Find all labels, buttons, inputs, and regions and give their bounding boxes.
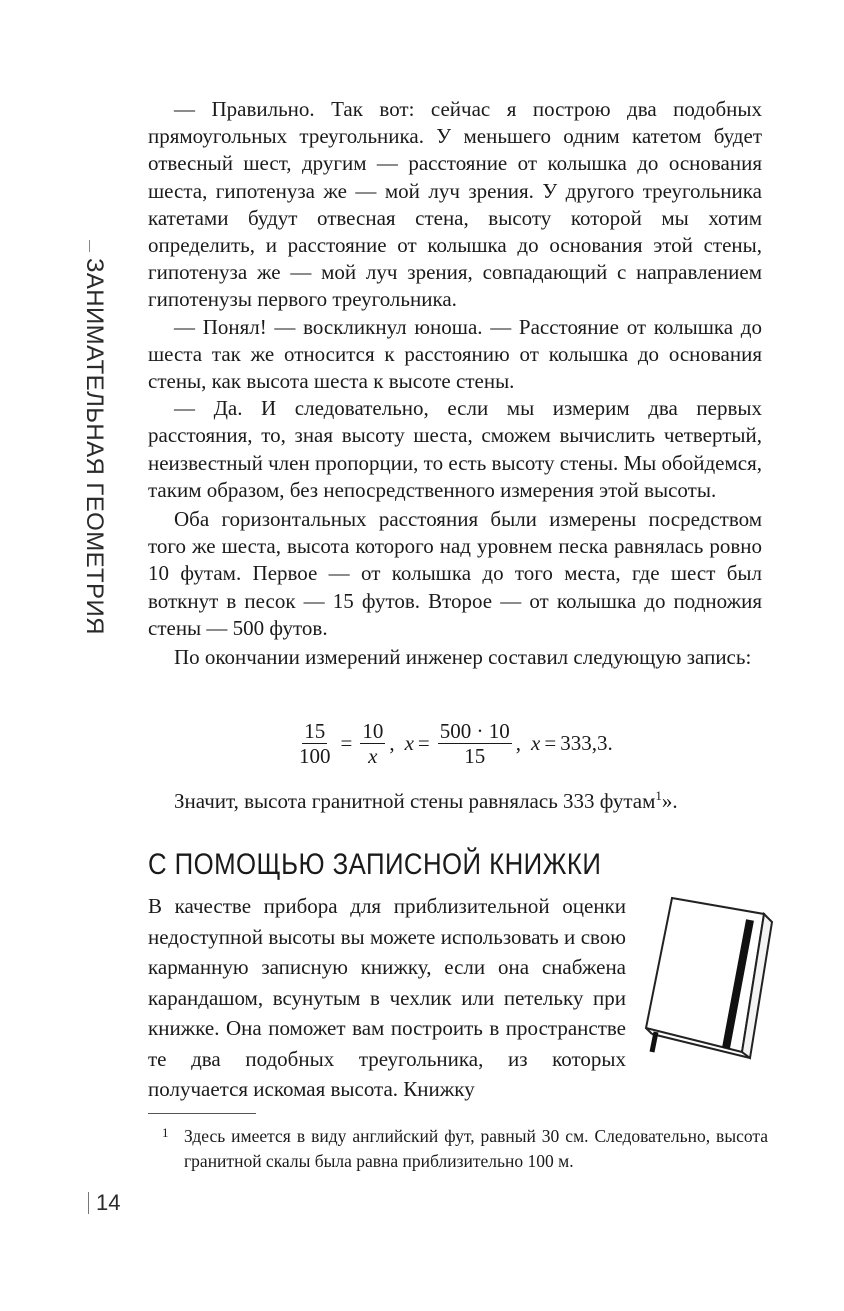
conclusion-text: Значит, высота гранитной стены равнялась 333 футам bbox=[174, 789, 656, 813]
paragraph-3: — Да. И следовательно, если мы измерим два первых расстояния, то, зная высоту шеста, сможем вычислить четвертый, неизвестный член пропорции, то есть высоту стены. Мы обойдемся, таким образом, без непосредственного измерения этой высоты. bbox=[148, 396, 762, 502]
footnote-text: Здесь имеется в виду английский фут, равный 30 см. Следовательно, высота гранитной скалы была равна приблизительно 100 м. bbox=[184, 1126, 768, 1171]
notebook-illustration bbox=[642, 892, 778, 1062]
fraction-5000-15 bbox=[438, 719, 512, 768]
proportion-formula bbox=[293, 717, 653, 769]
fraction-numerator: 15 bbox=[304, 718, 326, 743]
footnote-mark: 1 bbox=[162, 1125, 169, 1140]
formula-result: 333,3. bbox=[560, 730, 613, 755]
footnote bbox=[148, 1124, 768, 1174]
equals-sign: = bbox=[417, 730, 430, 755]
fraction-10-x bbox=[360, 719, 385, 768]
running-head bbox=[72, 258, 112, 635]
fraction-15-100 bbox=[297, 719, 333, 768]
fraction-numerator: 10 bbox=[362, 718, 384, 743]
fraction-denominator: x bbox=[368, 743, 378, 768]
conclusion-paragraph bbox=[148, 782, 762, 815]
comma: , bbox=[389, 730, 395, 755]
variable-x: x bbox=[404, 730, 414, 755]
fraction-denominator: 100 bbox=[299, 743, 331, 768]
equals-sign: = bbox=[340, 730, 353, 755]
running-head-text: ЗАНИМАТЕЛЬНАЯ ГЕОМЕТРИЯ bbox=[81, 258, 108, 635]
comma: , bbox=[515, 730, 522, 755]
paragraph-1: — Правильно. Так вот: сейчас я построю два подобных прямоугольных треугольника. У меньшего одним катетом будет отвесный шест, другим — расстояние от колышка до основания шеста, гипотенуза же — мой луч зрения. У другого треугольника катетами будут отвесная стена, высоту которой мы хотим определить, и расстояние от колышка до основания этой стены, гипотенуза же — мой луч зрения, совпадающий с направлением гипотенузы первого треугольника. bbox=[148, 97, 762, 312]
paragraph-5: По окончании измерений инженер составил следующую запись: bbox=[174, 645, 752, 670]
variable-x: x bbox=[531, 730, 541, 755]
paragraph-4: Оба горизонтальных расстояния были измерены посредством того же шеста, высота которого над уровнем песка равнялась ровно 10 футам. Первое — от колышка до того места, где шест был воткнут в песок — 15 футов. Второе — от колышка до подножия стены — 500 футов. bbox=[148, 507, 762, 640]
fraction-denominator: 15 bbox=[464, 743, 486, 768]
conclusion-tail: ». bbox=[661, 789, 678, 813]
body-text bbox=[148, 96, 762, 671]
footnote-rule bbox=[148, 1113, 256, 1114]
paragraph-2: — Понял! — воскликнул юноша. — Расстояние от колышка до шеста так же относится к расстоянию от колышка до основания стены, как высота шеста к высоте стены. bbox=[148, 314, 762, 394]
footnote-reference: 1 bbox=[655, 788, 662, 803]
fraction-numerator: 500 · 10 bbox=[439, 718, 510, 743]
equals-sign: = bbox=[544, 730, 557, 755]
notebook-paragraph bbox=[148, 891, 626, 1105]
section-heading: С ПОМОЩЬЮ ЗАПИСНОЙ КНИЖКИ bbox=[148, 848, 602, 881]
side-title-rule bbox=[89, 240, 90, 252]
page-number-rule bbox=[88, 1192, 89, 1214]
notebook-paragraph-text: В качестве прибора для приблизительной оценки недоступной высоты вы можете использовать и свою карманную записную книжку, если она снабжена карандашом, всунутым в чехлик или петельку при книжке. Она поможет вам построить в пространстве те два подобных треугольника, из которых получается искомая высота. Книжку bbox=[148, 894, 626, 1101]
page-number: 14 bbox=[96, 1190, 121, 1215]
